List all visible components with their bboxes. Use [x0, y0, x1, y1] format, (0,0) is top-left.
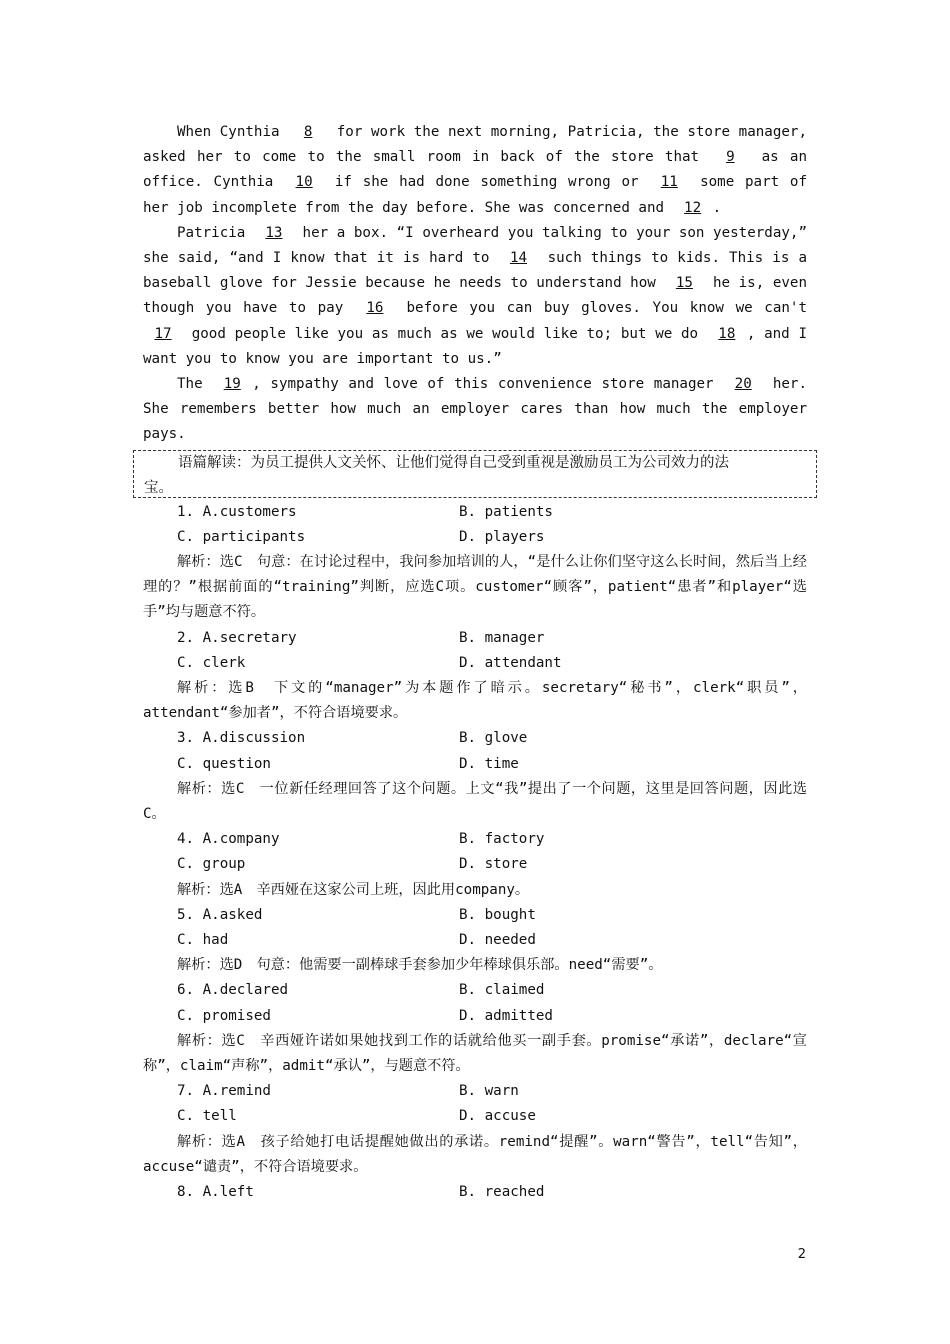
option-row	[143, 978, 807, 1003]
option-d: D. players	[459, 528, 545, 545]
option-c: C. had	[177, 931, 229, 948]
passage-text: .	[712, 199, 722, 216]
option-a: 5. A.asked	[177, 906, 263, 923]
blank-8: 8	[303, 124, 313, 140]
option-row	[143, 1004, 807, 1029]
blank-9: 9	[726, 149, 735, 166]
option-d: D. attendant	[459, 654, 562, 671]
option-d: D. admitted	[459, 1007, 553, 1024]
option-b: B. reached	[459, 1183, 545, 1200]
blank-12: 12	[684, 199, 702, 216]
option-d: D. needed	[459, 931, 536, 948]
question-list	[143, 500, 807, 1180]
passage-interpretation-box	[133, 450, 817, 498]
passage-paragraph-2	[143, 221, 807, 372]
option-a: 7. A.remind	[177, 1083, 271, 1100]
passage-text: for work the next morning, Patricia, the store manager, asked her to come to the small room in back of the store that	[143, 124, 807, 166]
option-c: C. group	[177, 856, 246, 873]
blank-14: 14	[509, 250, 528, 267]
option-b: B. patients	[459, 503, 553, 520]
blank-10: 10	[295, 174, 313, 191]
option-a: 6. A.declared	[177, 982, 289, 999]
blank-19: 19	[223, 376, 241, 393]
passage-text: her. She remembers better how much an employer cares than how much the employer pays.	[143, 376, 807, 443]
option-row	[143, 827, 807, 852]
blank-20: 20	[734, 376, 752, 393]
option-d: D. accuse	[459, 1108, 536, 1125]
page-content	[143, 120, 807, 1205]
answer-analysis: 解析：选C 一位新任经理回答了这个问题。上文“我”提出了一个问题，这里是回答问题，因此选C。	[143, 780, 807, 822]
passage-paragraph-1	[143, 120, 807, 221]
passage-text: some part of her job incomplete from the day before. She was concerned and	[143, 174, 807, 216]
option-row	[143, 752, 807, 777]
passage-text: When Cynthia	[177, 124, 289, 140]
option-b: B. claimed	[459, 982, 545, 999]
passage-text: , and I want you to know you are important to us.”	[143, 325, 807, 367]
passage-text: , sympathy and love of this convenience store manager	[252, 376, 724, 393]
blank-11: 11	[660, 174, 678, 191]
option-d: D. time	[459, 755, 519, 772]
option-row	[143, 852, 807, 877]
page-number: 2	[797, 1247, 806, 1262]
option-b: B. glove	[459, 730, 528, 747]
blank-17: 17	[154, 325, 172, 342]
option-b: B. manager	[459, 629, 545, 646]
option-c: C. participants	[177, 528, 306, 545]
option-c: C. question	[177, 755, 271, 772]
blank-13: 13	[265, 224, 283, 241]
option-row	[143, 903, 807, 928]
option-row	[143, 1079, 807, 1104]
option-row	[143, 726, 807, 751]
option-a: 2. A.secretary	[177, 629, 297, 646]
answer-analysis: 解析：选A 辛西娅在这家公司上班，因此用company。	[177, 881, 530, 898]
option-row	[143, 1180, 807, 1205]
blank-18: 18	[718, 325, 736, 342]
option-row	[143, 651, 807, 676]
option-a: 1. A.customers	[177, 503, 297, 520]
interpretation-line-1: 语篇解读：为员工提供人文关怀、让他们觉得自己受到重视是激励员工为公司效力的法	[178, 454, 729, 471]
passage-text: Patricia	[177, 224, 254, 241]
option-row	[143, 1104, 807, 1129]
answer-analysis: 解析：选D 句意：他需要一副棒球手套参加少年棒球俱乐部。need“需要”。	[177, 957, 663, 974]
interpretation-line-2: 宝。	[144, 479, 173, 496]
option-c: C. tell	[177, 1108, 237, 1125]
passage-text: The	[177, 376, 213, 393]
passage-text: if she had done something wrong or	[324, 174, 650, 191]
passage-text: such things to kids. This is a baseball glove for Jessie because he needs to understand how	[143, 250, 807, 292]
option-c: C. clerk	[177, 654, 246, 671]
option-a: 3. A.discussion	[177, 730, 306, 747]
passage-text: as an office. Cynthia	[143, 149, 807, 191]
answer-analysis: 解析：选A 孩子给她打电话提醒她做出的承诺。remind“提醒”。warn“警告”，tell“告知”，accuse“谴责”，不符合语境要求。	[143, 1133, 807, 1175]
option-b: B. bought	[459, 906, 536, 923]
option-row	[143, 500, 807, 525]
option-row	[143, 525, 807, 550]
passage-text: her a box. “I overheard you talking to your son yesterday,” she said, “and I know that it is hard to	[143, 224, 808, 267]
option-a: 8. A.left	[177, 1183, 254, 1200]
option-b: B. factory	[459, 831, 545, 848]
option-a: 4. A.company	[177, 831, 280, 848]
option-d: D. store	[459, 856, 528, 873]
blank-15: 15	[675, 275, 693, 292]
answer-analysis: 解析：选B 下文的“manager”为本题作了暗示。secretary“秘书”，clerk“职员”，attendant“参加者”，不符合语境要求。	[143, 680, 807, 722]
blank-16: 16	[366, 300, 384, 317]
option-row	[143, 928, 807, 953]
answer-analysis: 解析：选C 句意：在讨论过程中，我问参加培训的人，“是什么让你们坚守这么长时间，然后当上经理的？”根据前面的“training”判断，应选C项。customer“顾客”，patient“患者”和player“选手”均与题意不符。	[143, 554, 807, 621]
passage-text: good people like you as much as we would like to; but we do	[183, 325, 707, 342]
option-row	[143, 626, 807, 651]
answer-analysis: 解析：选C 辛西娅许诺如果她找到工作的话就给他买一副手套。promise“承诺”，declare“宣称”，claim“声称”，admit“承认”，与题意不符。	[143, 1032, 807, 1074]
passage-paragraph-3	[143, 372, 807, 448]
passage-text: he is, even though you have to pay	[143, 275, 807, 317]
option-b: B. warn	[459, 1083, 519, 1100]
passage-text: before you can buy gloves. You know we can't	[394, 300, 807, 317]
option-c: C. promised	[177, 1007, 271, 1024]
